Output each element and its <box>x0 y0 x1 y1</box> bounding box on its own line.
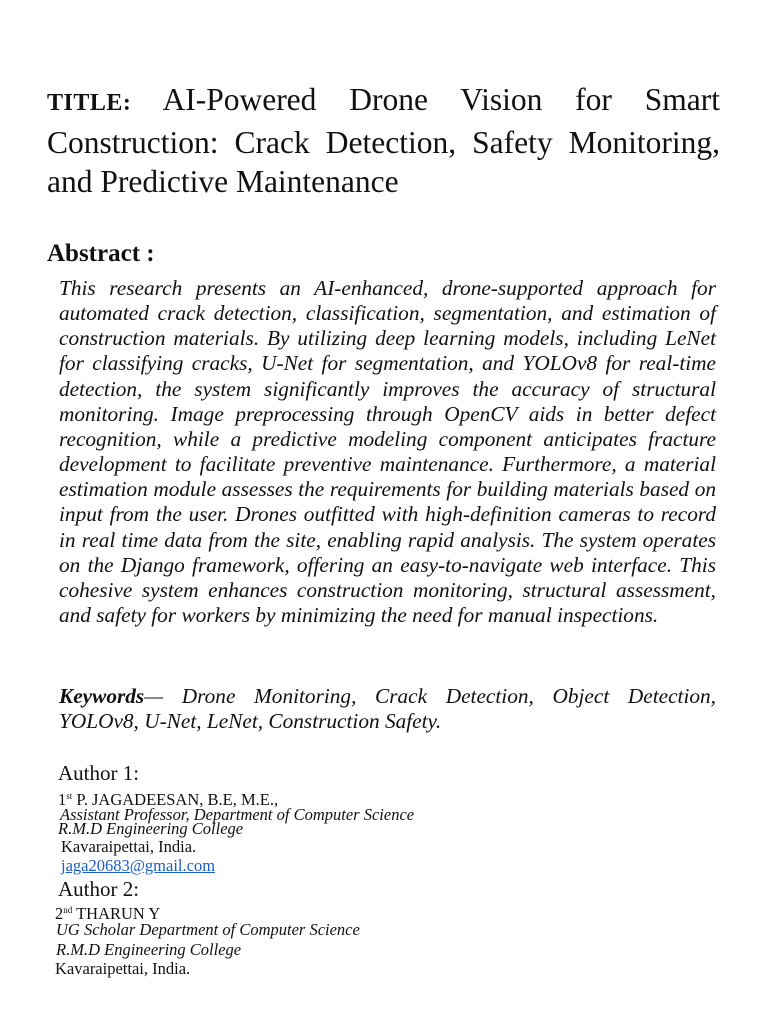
author1-name-text: P. JAGADEESAN, B.E, M.E., <box>72 790 279 809</box>
author2-location: Kavaraipettai, India. <box>55 959 191 978</box>
abstract-heading: Abstract : <box>47 240 155 267</box>
author1-heading: Author 1: <box>58 761 140 785</box>
author2-position: UG Scholar Department of Computer Science <box>56 920 360 939</box>
keywords <box>59 684 716 734</box>
author2-name-text: THARUN Y <box>72 904 161 923</box>
author1-ordinal: 1 <box>58 790 67 809</box>
author1-position: Assistant Professor, Department of Computer Science <box>60 805 415 824</box>
author1-email[interactable]: jaga20683@gmail.com <box>61 856 216 875</box>
keywords-label: Keywords <box>59 684 145 708</box>
author1-location: Kavaraipettai, India. <box>61 837 197 856</box>
title-text: AI-Powered Drone Vision for Smart Construction: Crack Detection, Safety Monitoring, and Predictive Maintenance <box>47 82 720 199</box>
author2-college: R.M.D Engineering College <box>56 940 242 959</box>
paper-title <box>47 80 720 201</box>
keywords-text: — Drone Monitoring, Crack Detection, Object Detection, YOLOv8, U-Net, LeNet, Construction Safety. <box>59 684 716 734</box>
author2-heading: Author 2: <box>58 877 140 901</box>
author2-ordinal-suffix: nd <box>63 905 73 915</box>
abstract-body: This research presents an AI-enhanced, drone-supported approach for automated crack detection, classification, segmentation, and estimation of construction materials. By utilizing deep learning models, including LeNet for classifying cracks, U-Net for segmentation, and YOLOv8 for real-time detection, the system significantly improves the accuracy of structural monitoring. Image preprocessing through OpenCV aids in better defect recognition, while a predictive modeling component anticipates fracture development to facilitate preventive maintenance. Furthermore, a material estimation module assesses the requirements for building materials based on input from the user. Drones outfitted with high-definition cameras to record in real time data from the site, enabling rapid analysis. The system operates on the Django framework, offering an easy-to-navigate web interface. This cohesive system enhances construction monitoring, structural assessment, and safety for workers by minimizing the need for manual inspections. <box>59 276 716 628</box>
author2-ordinal: 2 <box>55 904 64 923</box>
author1-college: R.M.D Engineering College <box>58 819 244 838</box>
title-label: TITLE: <box>47 90 132 116</box>
author1-email-link[interactable] <box>61 856 215 875</box>
author1-ordinal-suffix: st <box>66 791 73 801</box>
